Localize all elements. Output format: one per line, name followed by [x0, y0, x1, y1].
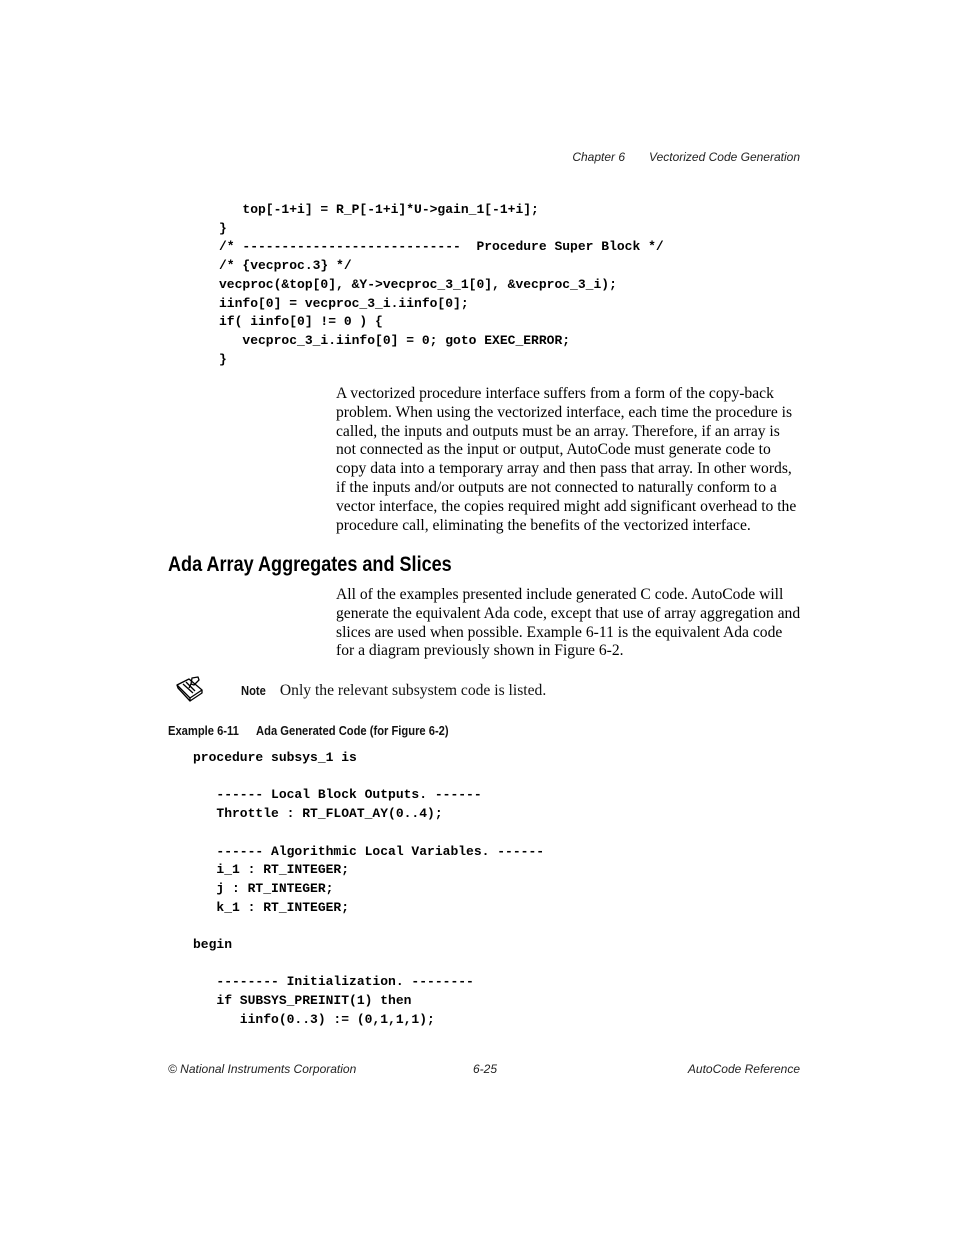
- code-line: Throttle : RT_FLOAT_AY(0..4);: [193, 806, 443, 822]
- header-section: Vectorized Code Generation: [649, 150, 800, 164]
- section-heading: Ada Array Aggregates and Slices: [168, 553, 452, 576]
- paragraph-copy-back: A vectorized procedure interface suffers from a form of the copy-back problem. When using the vectorized interface, each time the procedure is called, the inputs and outputs must be an array. Therefore, if an array is not connected as the input or output, AutoCode must generate code to copy data into a temporary array and then pass that array. In other words, if the inputs and/or outputs are not connected to naturally conform to a vector interface, the copies required might add significant overhead to the procedure call, eliminating the benefits of the vectorized interface.: [336, 385, 797, 534]
- code-line: i_1 : RT_INTEGER;: [193, 862, 350, 878]
- code-line: }: [219, 220, 227, 236]
- code-line: [193, 955, 544, 974]
- code-line: [193, 768, 544, 787]
- footer-copyright: © National Instruments Corporation: [168, 1062, 357, 1076]
- code-block-c: [219, 201, 664, 369]
- code-line: k_1 : RT_INTEGER;: [193, 899, 350, 915]
- code-line: iinfo(0..3) := (0,1,1,1);: [193, 1011, 435, 1027]
- code-line: }: [219, 351, 227, 367]
- note-pencil-icon: [175, 676, 205, 704]
- page-number: 6-25: [473, 1062, 498, 1076]
- code-line: ------ Local Block Outputs. ------: [193, 787, 482, 803]
- code-line: -------- Initialization. --------: [193, 974, 474, 990]
- code-line: j : RT_INTEGER;: [193, 880, 334, 896]
- code-line: procedure subsys_1 is: [193, 750, 357, 765]
- code-line: /* {vecproc.3} */: [219, 258, 352, 274]
- example-title: Ada Generated Code (for Figure 6-2): [256, 723, 449, 738]
- paragraph-ada-intro: All of the examples presented include generated C code. AutoCode will generate the equivalent Ada code, except that use of array aggregation and slices are used when possible. Example 6-11 is the equivalent Ada code for a diagram previously shown in Figure 6-2.: [336, 586, 801, 660]
- running-header: [572, 150, 800, 164]
- note: [241, 682, 546, 700]
- code-line: if SUBSYS_PREINIT(1) then: [193, 993, 412, 1009]
- code-line: vecproc(&top[0], &Y->vecproc_3_1[0], &vecproc_3_i);: [219, 276, 617, 292]
- code-line: [193, 824, 544, 843]
- code-line: top[-1+i] = R_P[-1+i]*U->gain_1[-1+i];: [219, 202, 539, 217]
- code-line: begin: [193, 937, 233, 953]
- example-caption: [168, 723, 449, 738]
- code-line: if( iinfo[0] != 0 ) {: [219, 314, 383, 330]
- header-chapter: Chapter 6: [572, 150, 626, 164]
- code-line: iinfo[0] = vecproc_3_i.iinfo[0];: [219, 295, 469, 311]
- code-line: ------ Algorithmic Local Variables. ------: [193, 843, 545, 859]
- code-line: /* ---------------------------- Procedure Super Block */: [219, 239, 664, 255]
- code-line: [193, 917, 544, 936]
- note-text: Only the relevant subsystem code is listed.: [279, 682, 547, 699]
- note-label: Note: [241, 683, 266, 698]
- code-line: vecproc_3_i.iinfo[0] = 0; goto EXEC_ERROR;: [219, 332, 571, 348]
- example-number: Example 6-11: [168, 723, 239, 738]
- footer-doc-title: AutoCode Reference: [687, 1062, 800, 1076]
- code-block-ada: [193, 749, 544, 1030]
